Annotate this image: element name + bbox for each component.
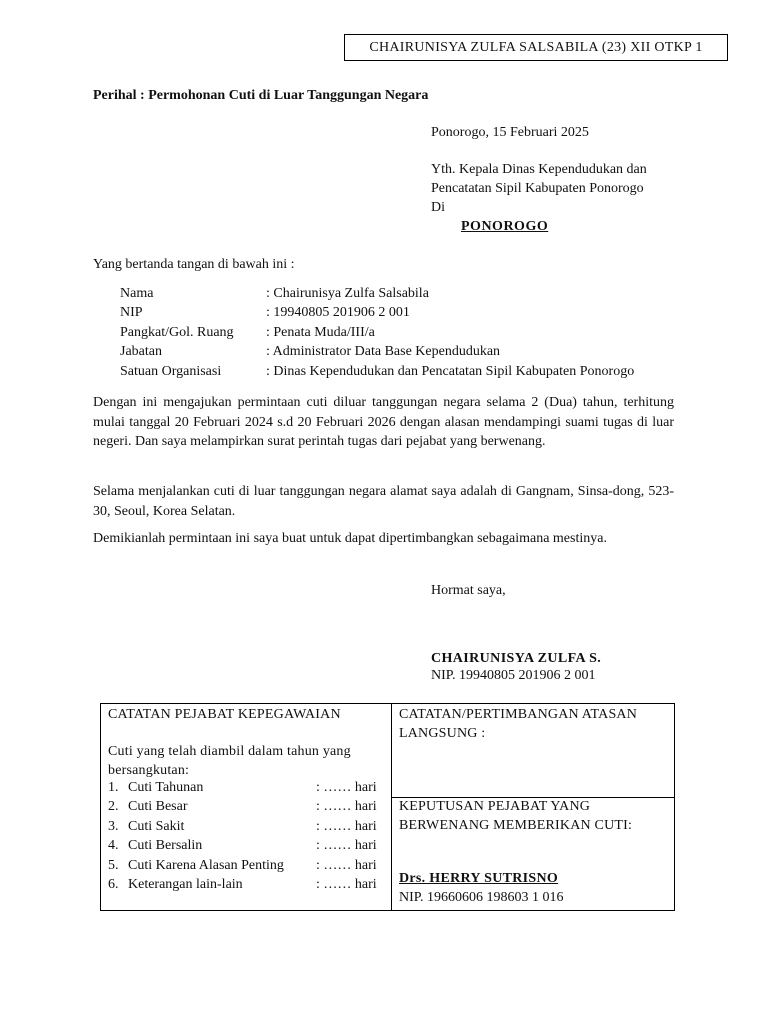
leave-item-value: : …… hari <box>316 818 377 834</box>
notes-column-divider <box>391 703 392 911</box>
leave-item-value: : …… hari <box>316 876 377 892</box>
leave-item <box>108 819 377 838</box>
leave-taken-intro-line-2: bersangkutan: <box>108 763 190 778</box>
leave-item-name: Cuti Besar <box>128 799 188 815</box>
supervisor-notes-title-line-2: LANGSUNG : <box>399 726 486 741</box>
signer-nip: NIP. 19940805 201906 2 001 <box>431 668 596 683</box>
supervisor-notes-title-line-1: CATATAN/PERTIMBANGAN ATASAN <box>399 707 638 722</box>
identity-label: Satuan Organisasi <box>120 363 222 379</box>
identity-value: : 19940805 201906 2 001 <box>266 305 410 321</box>
paragraph-address: Selama menjalankan cuti di luar tanggungan negara alamat saya adalah di Gangnam, Sinsa-dong, 523-30, Seoul, Korea Selatan. <box>93 484 674 519</box>
addressee-line-2: Pencatatan Sipil Kabupaten Ponorogo <box>431 181 644 196</box>
leave-item <box>108 877 377 896</box>
identity-table <box>120 286 634 383</box>
paragraph-request: Dengan ini mengajukan permintaan cuti diluar tanggungan negara selama 2 (Dua) tahun, terhitung mulai tanggal 20 Februari 2024 s.d 20 Februari 2026 dengan alasan mendampingi suami tugas di luar negeri. Dan saya melampirkan surat perintah tugas dari pejabat yang berwenang. <box>93 395 674 449</box>
leave-item-value: : …… hari <box>316 799 377 815</box>
paragraph-closing: Demikianlah permintaan ini saya buat untuk dapat dipertimbangkan sebagaimana mestinya. <box>93 531 607 546</box>
addressee-line-3: Di <box>431 200 445 215</box>
identity-row <box>120 286 634 305</box>
leave-item-number: 2. <box>108 799 119 815</box>
closing-greeting: Hormat saya, <box>431 583 506 598</box>
identity-row <box>120 344 634 363</box>
letter-date: Ponorogo, 15 Februari 2025 <box>431 125 589 140</box>
identity-label: Jabatan <box>120 344 162 360</box>
leave-item <box>108 858 377 877</box>
identity-value: : Administrator Data Base Kependudukan <box>266 344 501 360</box>
leave-item-value: : …… hari <box>316 857 377 873</box>
leave-item-number: 3. <box>108 818 119 834</box>
student-label-box <box>344 34 728 61</box>
leave-item-name: Cuti Sakit <box>128 818 185 834</box>
intro-text: Yang bertanda tangan di bawah ini : <box>93 257 295 272</box>
official-decision-title-line-2: BERWENANG MEMBERIKAN CUTI: <box>399 818 633 833</box>
leave-taken-intro <box>108 742 351 780</box>
official-name: Drs. HERRY SUTRISNO <box>399 871 559 886</box>
letter-subject: Perihal : Permohonan Cuti di Luar Tanggungan Negara <box>93 88 429 103</box>
hr-notes-title: CATATAN PEJABAT KEPEGAWAIAN <box>108 707 341 722</box>
official-decision-title-line-1: KEPUTUSAN PEJABAT YANG <box>399 799 591 814</box>
identity-label: NIP <box>120 305 143 321</box>
leave-item <box>108 780 377 799</box>
addressee-block <box>431 160 647 236</box>
identity-value: : Dinas Kependudukan dan Pencatatan Sipil Kabupaten Ponorogo <box>266 363 635 379</box>
identity-label: Nama <box>120 286 154 301</box>
supervisor-notes-title <box>399 705 637 743</box>
leave-item-number: 4. <box>108 838 119 854</box>
leave-item-name: Cuti Karena Alasan Penting <box>128 857 284 873</box>
identity-row <box>120 325 634 344</box>
leave-item-name: Keterangan lain-lain <box>128 876 243 892</box>
signer-name: CHAIRUNISYA ZULFA S. <box>431 651 602 666</box>
identity-value: : Penata Muda/III/a <box>266 324 375 340</box>
addressee-city: PONOROGO <box>461 219 549 234</box>
identity-label: Pangkat/Gol. Ruang <box>120 324 234 340</box>
leave-item-number: 6. <box>108 876 119 892</box>
identity-row <box>120 305 634 324</box>
leave-taken-intro-line-1: Cuti yang telah diambil dalam tahun yang <box>108 744 351 759</box>
leave-item-value: : …… hari <box>316 838 377 854</box>
identity-row <box>120 364 634 383</box>
official-nip: NIP. 19660606 198603 1 016 <box>399 890 564 905</box>
leave-item-name: Cuti Bersalin <box>128 838 203 854</box>
leave-list <box>108 780 377 896</box>
student-label: CHAIRUNISYA ZULFA SALSABILA (23) XII OTKP 1 <box>369 39 703 55</box>
addressee-line-1: Yth. Kepala Dinas Kependudukan dan <box>431 162 647 177</box>
leave-item-number: 5. <box>108 857 119 873</box>
official-decision-title <box>399 797 632 835</box>
leave-item <box>108 838 377 857</box>
leave-item-name: Cuti Tahunan <box>128 780 204 795</box>
leave-item-value: : …… hari <box>316 780 377 795</box>
leave-item-number: 1. <box>108 780 119 795</box>
identity-value: : Chairunisya Zulfa Salsabila <box>266 286 429 301</box>
leave-item <box>108 799 377 818</box>
